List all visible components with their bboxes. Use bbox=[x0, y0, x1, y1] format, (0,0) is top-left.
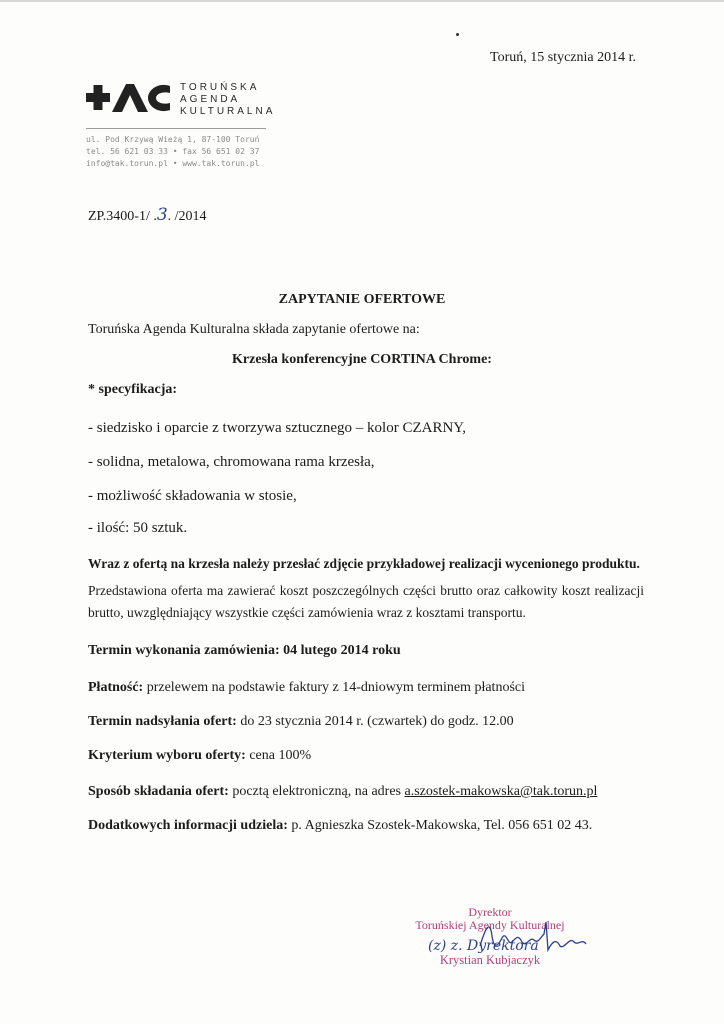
spec-item: - możliwość składowania w stosie, bbox=[88, 488, 297, 504]
reference-handwritten: 3 bbox=[156, 205, 168, 225]
org-name bbox=[180, 82, 275, 118]
contact-address: ul. Pod Krzywą Wieżą 1, 87-100 Toruń bbox=[86, 135, 260, 144]
handwritten-proxy-note: (z) z. Dyrektora bbox=[428, 938, 539, 954]
org-name-line: AGENDA bbox=[180, 94, 241, 105]
spec-heading: * specyfikacja: bbox=[88, 382, 178, 397]
submission-method bbox=[88, 784, 597, 800]
submission-value: do 23 stycznia 2014 r. (czwartek) do godz. 12.00 bbox=[236, 714, 514, 729]
stamp-organization: Toruńskiej Agendy Kulturalnej bbox=[415, 918, 565, 932]
signature-icon bbox=[478, 916, 588, 960]
contact-email-link[interactable]: a.szostek-makowska@tak.torun.pl bbox=[404, 784, 598, 799]
reference-suffix: . /2014 bbox=[167, 209, 207, 224]
method-label: Sposób składania ofert: bbox=[88, 784, 229, 799]
subject-line: Krzesła konferencyjne CORTINA Chrome: bbox=[232, 352, 492, 367]
letter-date: Toruń, 15 stycznia 2014 r. bbox=[490, 50, 636, 65]
intro-text: Toruńska Agenda Kulturalna składa zapytanie ofertowe na: bbox=[88, 322, 420, 337]
letterhead-divider bbox=[86, 128, 266, 129]
spec-item: - ilość: 50 sztuk. bbox=[88, 520, 188, 536]
photo-requirement: Wraz z ofertą na krzesła należy przesłać zdjęcie przykładowej realizacji wycenionego produktu. bbox=[88, 556, 640, 571]
offer-description: Przedstawiona oferta ma zawierać koszt poszczególnych części brutto oraz całkowity koszt realizacji brutto, uwzględniający wszystkie części zamówienia wraz z kosztami transportu. bbox=[88, 583, 644, 620]
contact-block bbox=[86, 134, 259, 170]
document-title: ZAPYTANIE OFERTOWE bbox=[278, 292, 446, 307]
method-value: pocztą elektroniczną, na adres bbox=[228, 784, 405, 799]
org-name-line: KULTURALNA bbox=[180, 106, 276, 117]
spec-item: - solidna, metalowa, chromowana rama krzesła, bbox=[88, 454, 375, 470]
org-name-line: TORUŃSKA bbox=[180, 82, 260, 93]
submission-deadline bbox=[88, 714, 514, 730]
completion-deadline: Termin wykonania zamówienia: 04 lutego 2014 roku bbox=[88, 643, 401, 658]
reference-number bbox=[88, 205, 207, 225]
stamp-name: Krystian Kubjaczyk bbox=[439, 953, 541, 967]
payment-terms bbox=[88, 680, 525, 696]
page-top-edge bbox=[0, 0, 724, 2]
contact-person bbox=[88, 818, 592, 834]
stamp-title: Dyrektor bbox=[468, 905, 512, 919]
contact-web: info@tak.torun.pl • www.tak.torun.pl bbox=[86, 159, 260, 168]
reference-prefix: ZP.3400-1/ . bbox=[88, 209, 157, 224]
criterion-label: Kryterium wyboru oferty: bbox=[88, 748, 246, 763]
ink-mark bbox=[456, 33, 459, 36]
info-label: Dodatkowych informacji udziela: bbox=[88, 818, 288, 833]
payment-label: Płatność: bbox=[88, 680, 144, 695]
criterion-value: cena 100% bbox=[245, 748, 312, 763]
contact-phone: tel. 56 621 03 33 • fax 56 651 02 37 bbox=[86, 147, 260, 156]
submission-label: Termin nadsyłania ofert: bbox=[88, 714, 237, 729]
selection-criterion bbox=[88, 748, 311, 764]
spec-item: - siedzisko i oparcie z tworzywa sztucznego – kolor CZARNY, bbox=[88, 420, 466, 436]
tak-logo-icon bbox=[86, 80, 170, 116]
info-value: p. Agnieszka Szostek-Makowska, Tel. 056 651 02 43. bbox=[287, 818, 593, 833]
payment-value: przelewem na podstawie faktury z 14-dniowym terminem płatności bbox=[143, 680, 525, 695]
